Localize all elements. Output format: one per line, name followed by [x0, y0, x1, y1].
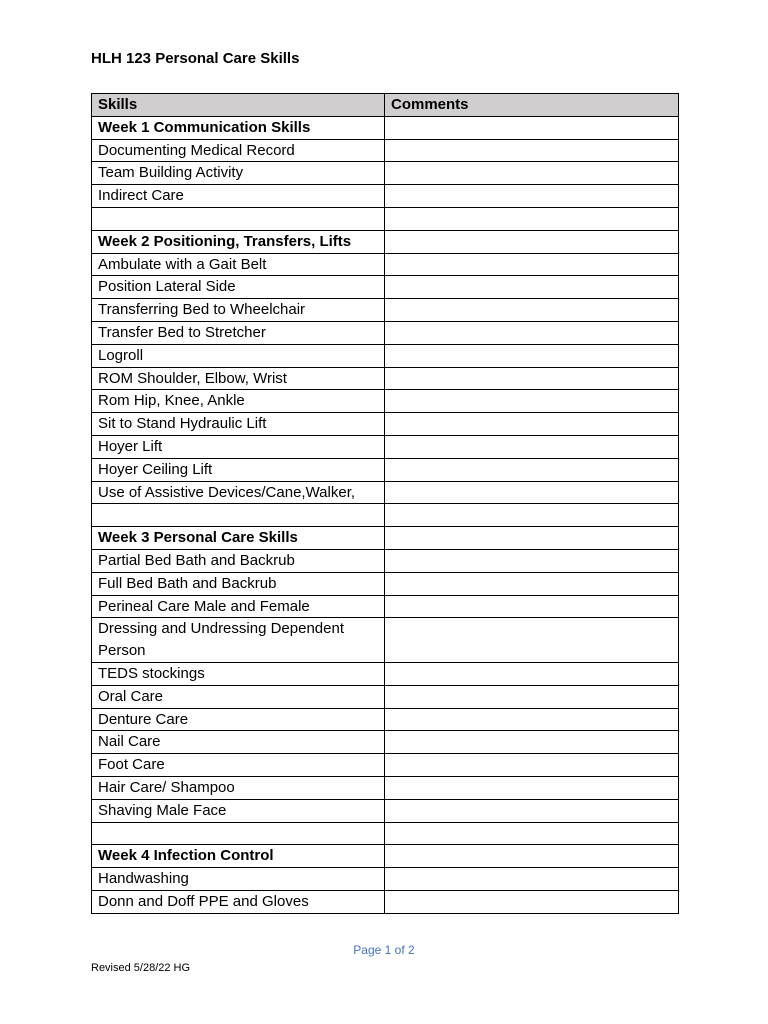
- comment-cell[interactable]: [385, 595, 679, 618]
- comment-cell[interactable]: [385, 708, 679, 731]
- skill-cell: Shaving Male Face: [92, 799, 385, 822]
- table-row: [92, 799, 679, 822]
- skill-cell: Perineal Care Male and Female: [92, 595, 385, 618]
- skills-table: [91, 93, 679, 914]
- table-row: [92, 344, 679, 367]
- table-row: [92, 595, 679, 618]
- table-section-row: [92, 230, 679, 253]
- table-row: [92, 299, 679, 322]
- header-skills: Skills: [92, 94, 385, 117]
- comment-cell[interactable]: [385, 572, 679, 595]
- skill-cell: Hair Care/ Shampoo: [92, 776, 385, 799]
- table-blank-row: [92, 207, 679, 230]
- skill-cell: Indirect Care: [92, 185, 385, 208]
- comment-cell[interactable]: [385, 822, 679, 845]
- comment-cell[interactable]: [385, 207, 679, 230]
- table-section-row: [92, 845, 679, 868]
- skill-cell: Nail Care: [92, 731, 385, 754]
- table-row: [92, 185, 679, 208]
- table-row: [92, 139, 679, 162]
- table-header-row: [92, 94, 679, 117]
- table-row: [92, 435, 679, 458]
- comment-cell[interactable]: [385, 890, 679, 913]
- table-section-row: [92, 527, 679, 550]
- skill-cell: Transfer Bed to Stretcher: [92, 321, 385, 344]
- skill-cell: Documenting Medical Record: [92, 139, 385, 162]
- skill-cell: Team Building Activity: [92, 162, 385, 185]
- table-row: [92, 276, 679, 299]
- comment-cell[interactable]: [385, 868, 679, 891]
- table-row: [92, 618, 679, 663]
- table-row: [92, 162, 679, 185]
- table-row: [92, 458, 679, 481]
- skill-cell: Full Bed Bath and Backrub: [92, 572, 385, 595]
- skill-cell: Ambulate with a Gait Belt: [92, 253, 385, 276]
- table-row: [92, 413, 679, 436]
- comment-cell[interactable]: [385, 618, 679, 663]
- table-blank-row: [92, 822, 679, 845]
- comment-cell[interactable]: [385, 253, 679, 276]
- table-row: [92, 868, 679, 891]
- comment-cell[interactable]: [385, 367, 679, 390]
- section-heading-cell: Week 1 Communication Skills: [92, 116, 385, 139]
- comment-cell[interactable]: [385, 299, 679, 322]
- skill-cell: Position Lateral Side: [92, 276, 385, 299]
- comment-cell[interactable]: [385, 321, 679, 344]
- section-heading-cell: Week 2 Positioning, Transfers, Lifts: [92, 230, 385, 253]
- skill-cell: Handwashing: [92, 868, 385, 891]
- revision-note: Revised 5/28/22 HG: [91, 962, 191, 974]
- table-row: [92, 708, 679, 731]
- comment-cell[interactable]: [385, 662, 679, 685]
- comment-cell[interactable]: [385, 162, 679, 185]
- comment-cell[interactable]: [385, 116, 679, 139]
- comment-cell[interactable]: [385, 549, 679, 572]
- table-row: [92, 253, 679, 276]
- comment-cell[interactable]: [385, 481, 679, 504]
- comment-cell[interactable]: [385, 139, 679, 162]
- table-row: [92, 776, 679, 799]
- skill-cell: Donn and Doff PPE and Gloves: [92, 890, 385, 913]
- skill-cell: ROM Shoulder, Elbow, Wrist: [92, 367, 385, 390]
- skill-cell: Transferring Bed to Wheelchair: [92, 299, 385, 322]
- table-row: [92, 321, 679, 344]
- comment-cell[interactable]: [385, 390, 679, 413]
- comment-cell[interactable]: [385, 230, 679, 253]
- skill-cell: Hoyer Lift: [92, 435, 385, 458]
- comment-cell[interactable]: [385, 276, 679, 299]
- skill-cell: [92, 207, 385, 230]
- table-row: [92, 685, 679, 708]
- comment-cell[interactable]: [385, 435, 679, 458]
- skill-cell: [92, 822, 385, 845]
- section-heading-cell: Week 4 Infection Control: [92, 845, 385, 868]
- skill-cell: [92, 504, 385, 527]
- comment-cell[interactable]: [385, 754, 679, 777]
- table-row: [92, 890, 679, 913]
- comment-cell[interactable]: [385, 185, 679, 208]
- skill-cell: Partial Bed Bath and Backrub: [92, 549, 385, 572]
- comment-cell[interactable]: [385, 685, 679, 708]
- table-blank-row: [92, 504, 679, 527]
- comment-cell[interactable]: [385, 799, 679, 822]
- comment-cell[interactable]: [385, 458, 679, 481]
- table-row: [92, 481, 679, 504]
- skill-cell: Use of Assistive Devices/Cane,Walker,: [92, 481, 385, 504]
- table-row: [92, 367, 679, 390]
- skill-cell: Sit to Stand Hydraulic Lift: [92, 413, 385, 436]
- table-row: [92, 572, 679, 595]
- table-row: [92, 390, 679, 413]
- skill-cell: Logroll: [92, 344, 385, 367]
- table-section-row: [92, 116, 679, 139]
- document-title: HLH 123 Personal Care Skills: [91, 50, 300, 67]
- comment-cell[interactable]: [385, 845, 679, 868]
- table-row: [92, 754, 679, 777]
- section-heading-cell: Week 3 Personal Care Skills: [92, 527, 385, 550]
- skill-cell: Dressing and Undressing Dependent Person: [92, 618, 385, 663]
- comment-cell[interactable]: [385, 776, 679, 799]
- skill-cell: TEDS stockings: [92, 662, 385, 685]
- skill-cell: Rom Hip, Knee, Ankle: [92, 390, 385, 413]
- table-row: [92, 662, 679, 685]
- skill-cell: Oral Care: [92, 685, 385, 708]
- table-row: [92, 549, 679, 572]
- skill-cell: Hoyer Ceiling Lift: [92, 458, 385, 481]
- comment-cell[interactable]: [385, 731, 679, 754]
- comment-cell[interactable]: [385, 504, 679, 527]
- table-body: [92, 116, 679, 913]
- comment-cell[interactable]: [385, 344, 679, 367]
- comment-cell[interactable]: [385, 413, 679, 436]
- table-row: [92, 731, 679, 754]
- header-comments: Comments: [385, 94, 679, 117]
- skill-cell: Denture Care: [92, 708, 385, 731]
- page-number: Page 1 of 2: [353, 943, 415, 957]
- comment-cell[interactable]: [385, 527, 679, 550]
- skill-cell: Foot Care: [92, 754, 385, 777]
